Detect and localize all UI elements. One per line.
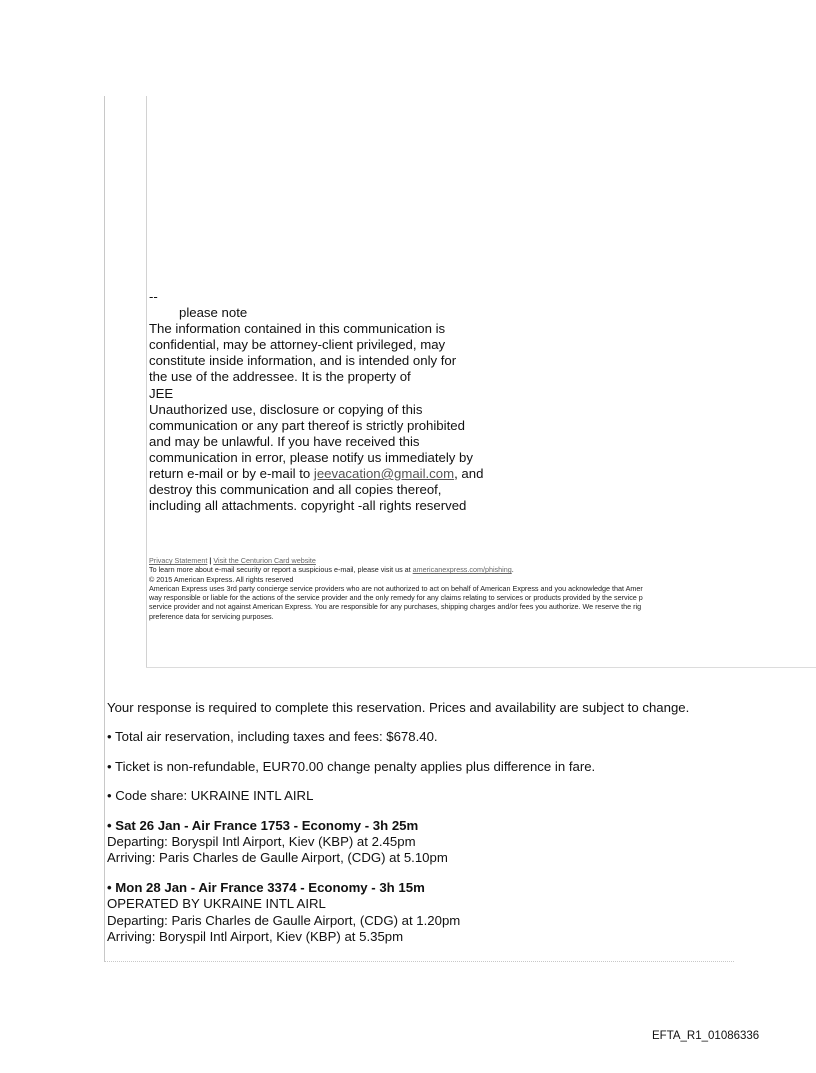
inner-quote-bottom-border <box>146 667 816 668</box>
disclaimer-line: service provider and not against American Express. You are responsible for any purchases, shipping charges and/or fees you authorize. We reserve the rig <box>149 602 642 612</box>
note-heading: please note <box>179 305 248 321</box>
outer-quote-bottom-border <box>104 961 734 963</box>
disclaimer-line: preference data for servicing purposes. <box>149 611 274 621</box>
confidentiality-note <box>149 289 569 514</box>
security-text: To learn more about e-mail security or report a suspicious e-mail, please visit us at <box>149 565 413 575</box>
outer-quote-border <box>104 96 105 962</box>
note-line: JEE <box>149 385 174 401</box>
note-email-line <box>149 466 569 482</box>
copyright-text: © 2015 American Express. All rights reserved <box>149 574 294 584</box>
reservation-bullet-total: • Total air reservation, including taxes and fees: $678.40. <box>107 729 438 745</box>
amex-footer <box>149 556 816 621</box>
flight-detail: OPERATED BY UKRAINE INTL AIRL <box>107 896 326 912</box>
note-line: destroy this communication and all copies thereof, <box>149 482 442 498</box>
flight-detail: Arriving: Boryspil Intl Airport, Kiev (KBP) at 5.35pm <box>107 929 404 945</box>
note-line: communication in error, please notify us immediately by <box>149 449 473 465</box>
privacy-statement-link[interactable]: Privacy Statement <box>149 556 208 565</box>
flight-detail: Arriving: Paris Charles de Gaulle Airport, (CDG) at 5.10pm <box>107 850 448 866</box>
email-link[interactable]: jeevacation@gmail.com <box>313 466 455 482</box>
note-line: the use of the addressee. It is the property of <box>149 369 411 385</box>
note-line: Unauthorized use, disclosure or copying of this <box>149 401 423 417</box>
inner-quote-border <box>146 96 147 668</box>
note-line: confidential, may be attorney-client privileged, may <box>149 337 446 353</box>
flight-detail: Departing: Boryspil Intl Airport, Kiev (KBP) at 2.45pm <box>107 834 416 850</box>
note-line: including all attachments. copyright -all rights reserved <box>149 498 467 514</box>
email-prefix: return e-mail or by e-mail to <box>149 466 314 482</box>
disclaimer-line: way responsible or liable for the actions of the service provider and the only remedy for any claims relating to services or products provided by the service p <box>149 593 643 603</box>
flight-title-return: • Mon 28 Jan - Air France 3374 - Economy - 3h 15m <box>107 879 425 895</box>
phishing-link[interactable]: americanexpress.com/phishing <box>412 565 512 575</box>
flight-detail: Departing: Paris Charles de Gaulle Airport, (CDG) at 1.20pm <box>107 912 461 928</box>
reservation-bullet-ticket: • Ticket is non-refundable, EUR70.00 change penalty applies plus difference in fare. <box>107 758 596 774</box>
flight-title-outbound: • Sat 26 Jan - Air France 1753 - Economy - 3h 25m <box>107 817 419 833</box>
reservation-intro: Your response is required to complete this reservation. Prices and availability are subject to change. <box>107 700 690 715</box>
disclaimer-line: American Express uses 3rd party concierge service providers who are not authorized to act on behalf of American Express and you acknowledge that Amer <box>149 583 643 593</box>
reservation-details <box>107 700 787 945</box>
footer-links <box>149 556 816 565</box>
link-separator: | <box>209 556 212 565</box>
document-id: EFTA_R1_01086336 <box>652 1030 760 1042</box>
security-line <box>149 565 816 574</box>
centurion-card-link[interactable]: Visit the Centurion Card website <box>213 556 316 565</box>
note-line: The information contained in this communication is <box>149 321 446 337</box>
note-line: constitute inside information, and is intended only for <box>149 353 457 369</box>
security-end: . <box>511 565 514 575</box>
note-line: communication or any part thereof is strictly prohibited <box>149 417 465 433</box>
email-suffix: , and <box>454 466 484 482</box>
signature-dashes: -- <box>149 289 158 304</box>
note-line: and may be unlawful. If you have received this <box>149 433 420 449</box>
reservation-bullet-codeshare: • Code share: UKRAINE INTL AIRL <box>107 788 314 804</box>
